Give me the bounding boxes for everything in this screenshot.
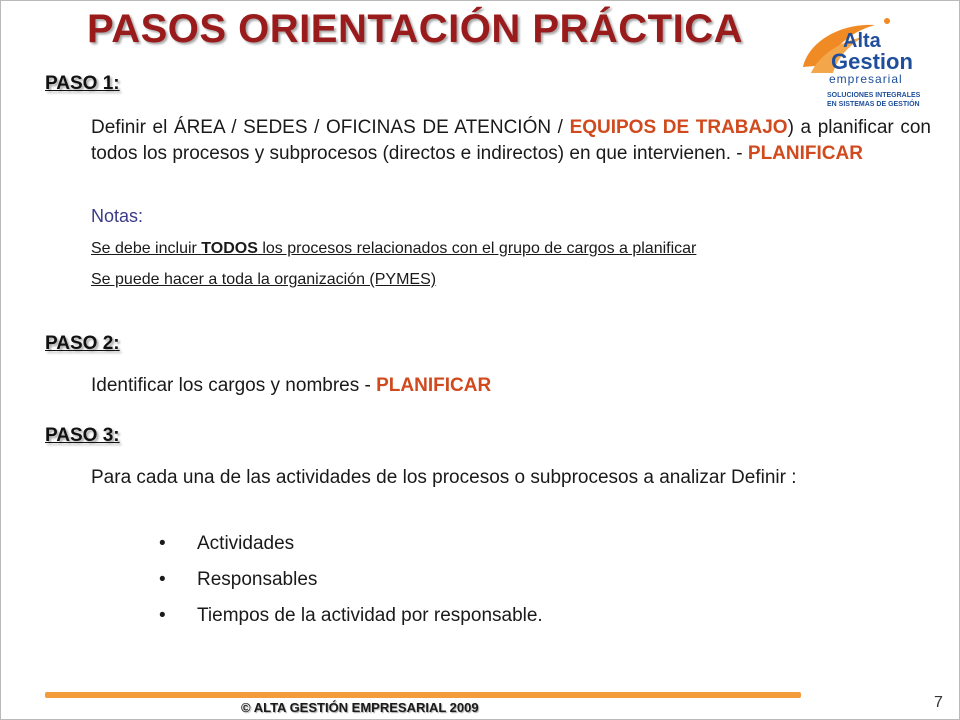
- paso1-highlight-planificar: PLANIFICAR: [747, 143, 863, 164]
- bullet-item: [159, 533, 294, 555]
- footer-divider: [45, 692, 801, 698]
- bullet-item: [159, 605, 543, 627]
- bullet-item: [159, 569, 317, 591]
- notas-label: Notas:: [91, 206, 144, 226]
- paso3-paragraph: Para cada una de las actividades de los procesos o subprocesos a analizar Definir :: [91, 467, 797, 488]
- svg-text:Alta: Alta: [843, 30, 881, 52]
- paso2-heading: PASO 2:: [45, 333, 120, 354]
- note1-text-b: los procesos relacionados con el grupo de cargos a planificar: [257, 240, 697, 257]
- paso1-heading: PASO 1:: [45, 73, 120, 94]
- bullet-dot-icon: •: [159, 533, 166, 554]
- paso2-text-main: Identificar los cargos y nombres -: [91, 375, 377, 396]
- note1-bold: TODOS: [201, 240, 258, 257]
- paso2-text: [91, 375, 491, 397]
- paso3-heading: PASO 3:: [45, 425, 120, 446]
- svg-text:Gestion: Gestion: [831, 49, 913, 74]
- paso1-highlight-equipos: EQUIPOS DE TRABAJO: [569, 117, 788, 138]
- bullet-label: Actividades: [197, 533, 295, 554]
- note1-text-a: Se debe incluir: [91, 240, 202, 257]
- footer-copyright: © ALTA GESTIÓN EMPRESARIAL 2009: [241, 700, 479, 715]
- note-1: [91, 240, 696, 258]
- svg-text:EN SISTEMAS DE GESTIÓN: EN SISTEMAS DE GESTIÓN: [827, 101, 920, 108]
- svg-text:empresarial: empresarial: [829, 72, 903, 86]
- bullet-label: Tiempos de la actividad por responsable.: [197, 605, 543, 626]
- page-title: PASOS ORIENTACIÓN PRÁCTICA: [87, 7, 743, 51]
- paso1-text-a: Definir el ÁREA / SEDES / OFICINAS DE ATENCIÓN /: [91, 117, 570, 138]
- bullet-dot-icon: •: [159, 569, 166, 590]
- bullet-dot-icon: •: [159, 605, 166, 626]
- note-2: Se puede hacer a toda la organización (PYMES): [91, 271, 437, 288]
- svg-text:SOLUCIONES INTEGRALES: SOLUCIONES INTEGRALES: [827, 92, 921, 99]
- bullet-label: Responsables: [197, 569, 318, 590]
- paso1-text-b: ) a planificar con todos los procesos y subprocesos (directos e indirectos) en que intervienen. -: [91, 117, 931, 164]
- paso2-highlight-planificar: PLANIFICAR: [376, 375, 492, 396]
- paso1-paragraph: [91, 115, 931, 167]
- page-number: 7: [934, 694, 943, 711]
- alta-gestion-logo: [801, 15, 929, 111]
